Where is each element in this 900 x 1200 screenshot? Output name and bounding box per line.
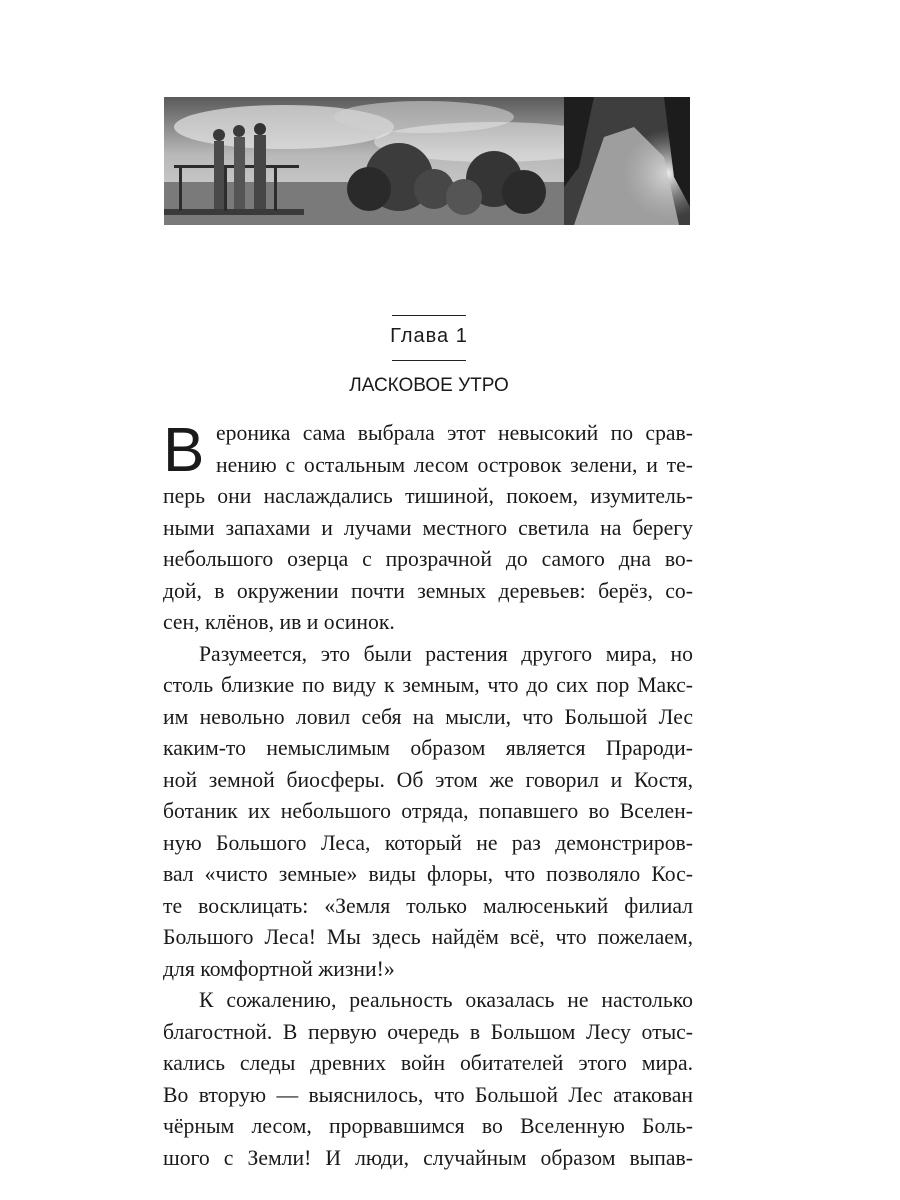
text-line: для комфортной жизни!» [163,956,395,981]
chapter-rule-top [392,315,466,316]
chapter-title: ЛАСКОВОЕ УТРО [349,375,509,396]
text-line: ботаник их небольшого отряда, попавшего во Вселен- [163,799,693,823]
text-line: кались следы древних войн обитателей этого мира. [163,1051,693,1075]
text-line: Разумеется, это были растения другого мира, но [199,641,693,666]
text-line: ной земной биосферы. Об этом же говорил и Костя, [163,767,693,792]
chapter-rule-bottom [392,360,466,361]
header-photo-icon [164,97,690,225]
text-line: Большого Леса! Мы здесь найдём всё, что пожелаем, [163,925,693,949]
text-line: столь близкие по виду к земным, что до сих пор Макс- [163,673,693,697]
text-line: дой, в окружении почти земных деревьев: берёз, со- [163,578,693,603]
text-line: те восклицать: «Земля только малюсенький филиал [163,893,693,918]
text-line: Во вторую — выяснилось, что Большой Лес атакован [163,1082,693,1107]
text-line: К сожалению, реальность оказалась не настолько [199,988,693,1012]
text-line: перь они наслаждались тишиной, покоем, изумитель- [163,484,693,508]
text-line: нению с остальным лесом островок зелени, и те- [216,452,693,477]
text-line: каким-то немыслимым образом является Прароди- [163,736,693,760]
text-line: ероника сама выбрала этот невысокий по срав- [216,421,693,445]
text-line: сен, клёнов, ив и осинок. [163,610,395,634]
text-line: ную Большого Леса, который не раз демонстриров- [163,830,693,855]
text-line: чёрным лесом, прорвавшимся во Вселенную Боль- [163,1114,693,1138]
drop-cap: В [163,416,205,485]
chapter-body-text [163,418,693,1174]
text-line: им невольно ловил себя на мысли, что Большой Лес [163,704,693,729]
chapter-header-illustration [164,97,690,225]
text-line: благостной. В первую очередь в Большом Лесу отыс- [163,1019,693,1044]
text-line: вал «чисто земные» виды флоры, что позволяло Кос- [163,862,693,886]
chapter-number: Глава 1 [390,325,468,347]
text-line: шого с Земли! И люди, случайным образом выпав- [163,1145,693,1170]
text-line: ными запахами и лучами местного светила на берегу [163,515,693,540]
text-line: небольшого озерца с прозрачной до самого дна во- [163,547,693,571]
